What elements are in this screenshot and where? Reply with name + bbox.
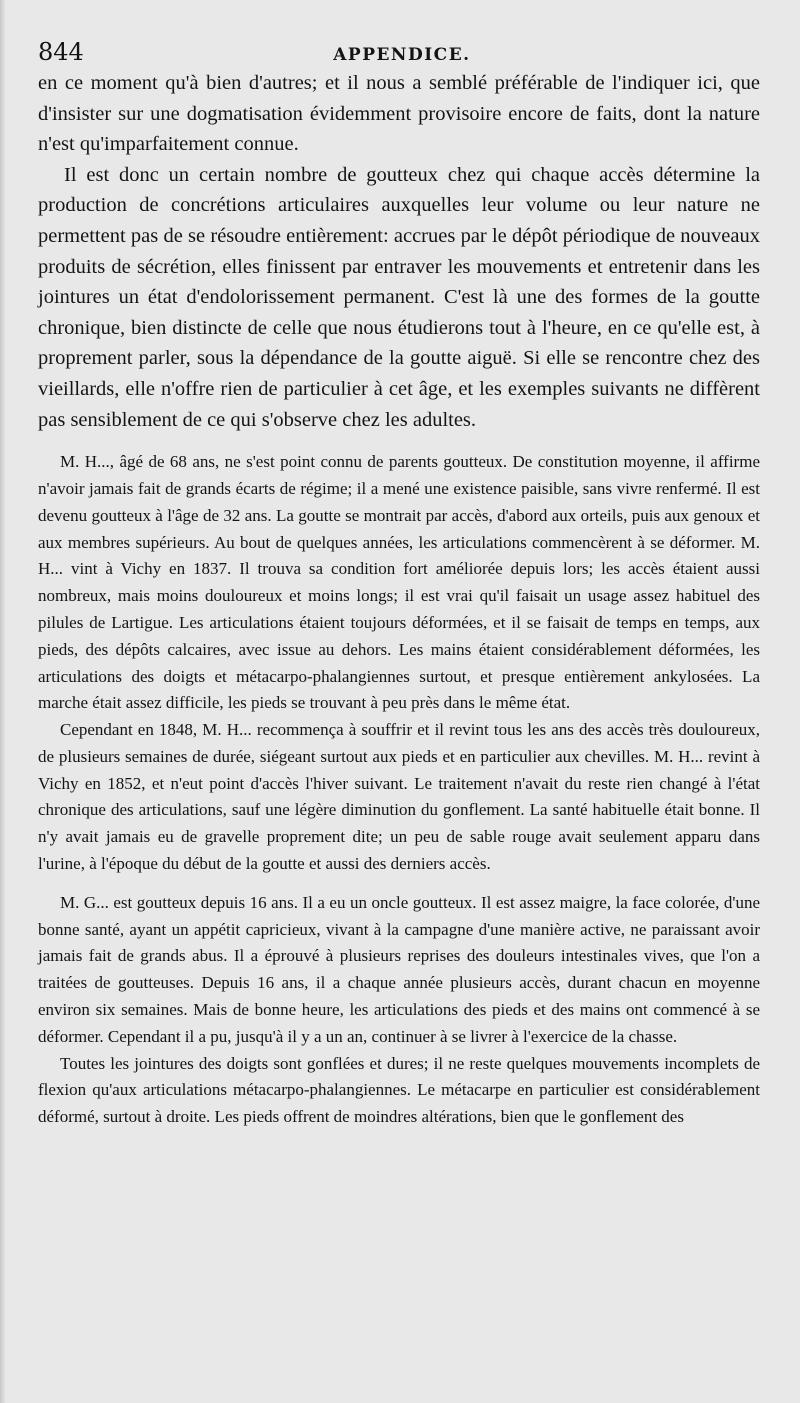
case-h-paragraph: Cependant en 1848, M. H... recommença à souffrir et il revint tous les ans des accès très douloureux, de plusieurs semaines de durée, siégeant surtout aux pieds et en particulier aux chevilles. M. H... revint à Vichy en 1852, et n'eut point d'accès l'hiver suivant. Le traitement n'avait du reste rien changé à l'état chronique des articulations, sauf une légère diminution du gonflement. La santé habituelle était bonne. Il n'y avait jamais eu de gravelle proprement dite; un peu de sable rouge avait seulement apparu dans l'urine, à l'époque du début de la goutte et aussi des derniers accès. bbox=[38, 720, 760, 874]
case-g-paragraph: M. G... est goutteux depuis 16 ans. Il a eu un oncle goutteux. Il est assez maigre, la face colorée, d'une bonne santé, ayant un appétit capricieux, vivant à la campagne d'une manière active, ne paraissant avoir jamais fait de grands abus. Il a éprouvé à plusieurs reprises des douleurs intestinales vives, que l'on a traitées de goutteuses. Depuis 16 ans, il a chaque année plusieurs accès, durant chacun en moyenne environ six semaines. Mais de bonne heure, les articulations des pieds et des mains ont commencé à se déformer. Cependant il a pu, jusqu'à il y a un an, continuer à se livrer à l'exercice de la chasse. bbox=[38, 892, 760, 1046]
main-text bbox=[38, 68, 760, 435]
case-observation-h bbox=[38, 449, 760, 878]
paragraph-continuation: en ce moment qu'à bien d'autres; et il nous a semblé préférable de l'indiquer ici, que d'insister sur une dogmatisation évidemment provisoire encore de faits, dont la nature n'est qu'imparfaitement connue. bbox=[38, 72, 760, 156]
running-title: APPENDICE. bbox=[333, 45, 471, 65]
case-g-paragraph: Toutes les jointures des doigts sont gonflées et dures; il ne reste quelques mouvements incomplets de flexion qu'aux articulations métacarpo-phalangiennes. Le métacarpe en particulier est considérablement déformé, surtout à droite. Les pieds offrent de moindres altérations, bien que le gonflement des bbox=[38, 1053, 760, 1127]
case-observation-g bbox=[38, 890, 760, 1131]
page-edge-shadow bbox=[0, 0, 6, 1403]
paragraph-chronic-gout: Il est donc un certain nombre de goutteux chez qui chaque accès détermine la production de concrétions articulaires auxquelles leur volume ou leur nature ne permettent pas de se résoudre entièrement: accrues par le dépôt périodique de nouveaux produits de sécrétion, elles finissent par entraver les mouvements et entretenir dans les jointures un état d'endolorissement permanent. C'est là une des formes de la goutte chronique, bien distincte de celle que nous étudierons tout à l'heure, en ce qu'elle est, à proprement parler, sous la dépendance de la goutte aiguë. Si elle se rencontre chez des vieillards, elle n'offre rien de particulier à cet âge, et les exemples suivants ne diffèrent pas sensiblement de ce qui s'observe chez les adultes. bbox=[38, 163, 760, 431]
page-header bbox=[38, 38, 760, 68]
page-number: 844 bbox=[38, 38, 84, 66]
case-h-paragraph: M. H..., âgé de 68 ans, ne s'est point connu de parents goutteux. De constitution moyenne, il affirme n'avoir jamais fait de grands écarts de régime; il a mené une existence paisible, sans vivre renfermé. Il est devenu goutteux à l'âge de 32 ans. La goutte se montrait par accès, d'abord aux orteils, puis aux genoux et aux membres supérieurs. Au bout de quelques années, les articulations commencèrent à se déformer. M. H... vint à Vichy en 1837. Il trouva sa condition fort améliorée depuis lors; les accès étaient aussi nombreux, mais moins douloureux et moins longs; il est vrai qu'il faisait un usage assez habituel des pilules de Lartigue. Les articulations étaient toujours déformées, et il se faisait de temps en temps, aux pieds, des dépôts calcaires, avec issue au dehors. Les mains étaient considérablement déformées, les articulations des doigts et métacarpo-phalangiennes surtout, et presque entièrement ankylosées. La marche était assez difficile, les pieds se trouvant à peu près dans le même état. bbox=[38, 452, 760, 713]
